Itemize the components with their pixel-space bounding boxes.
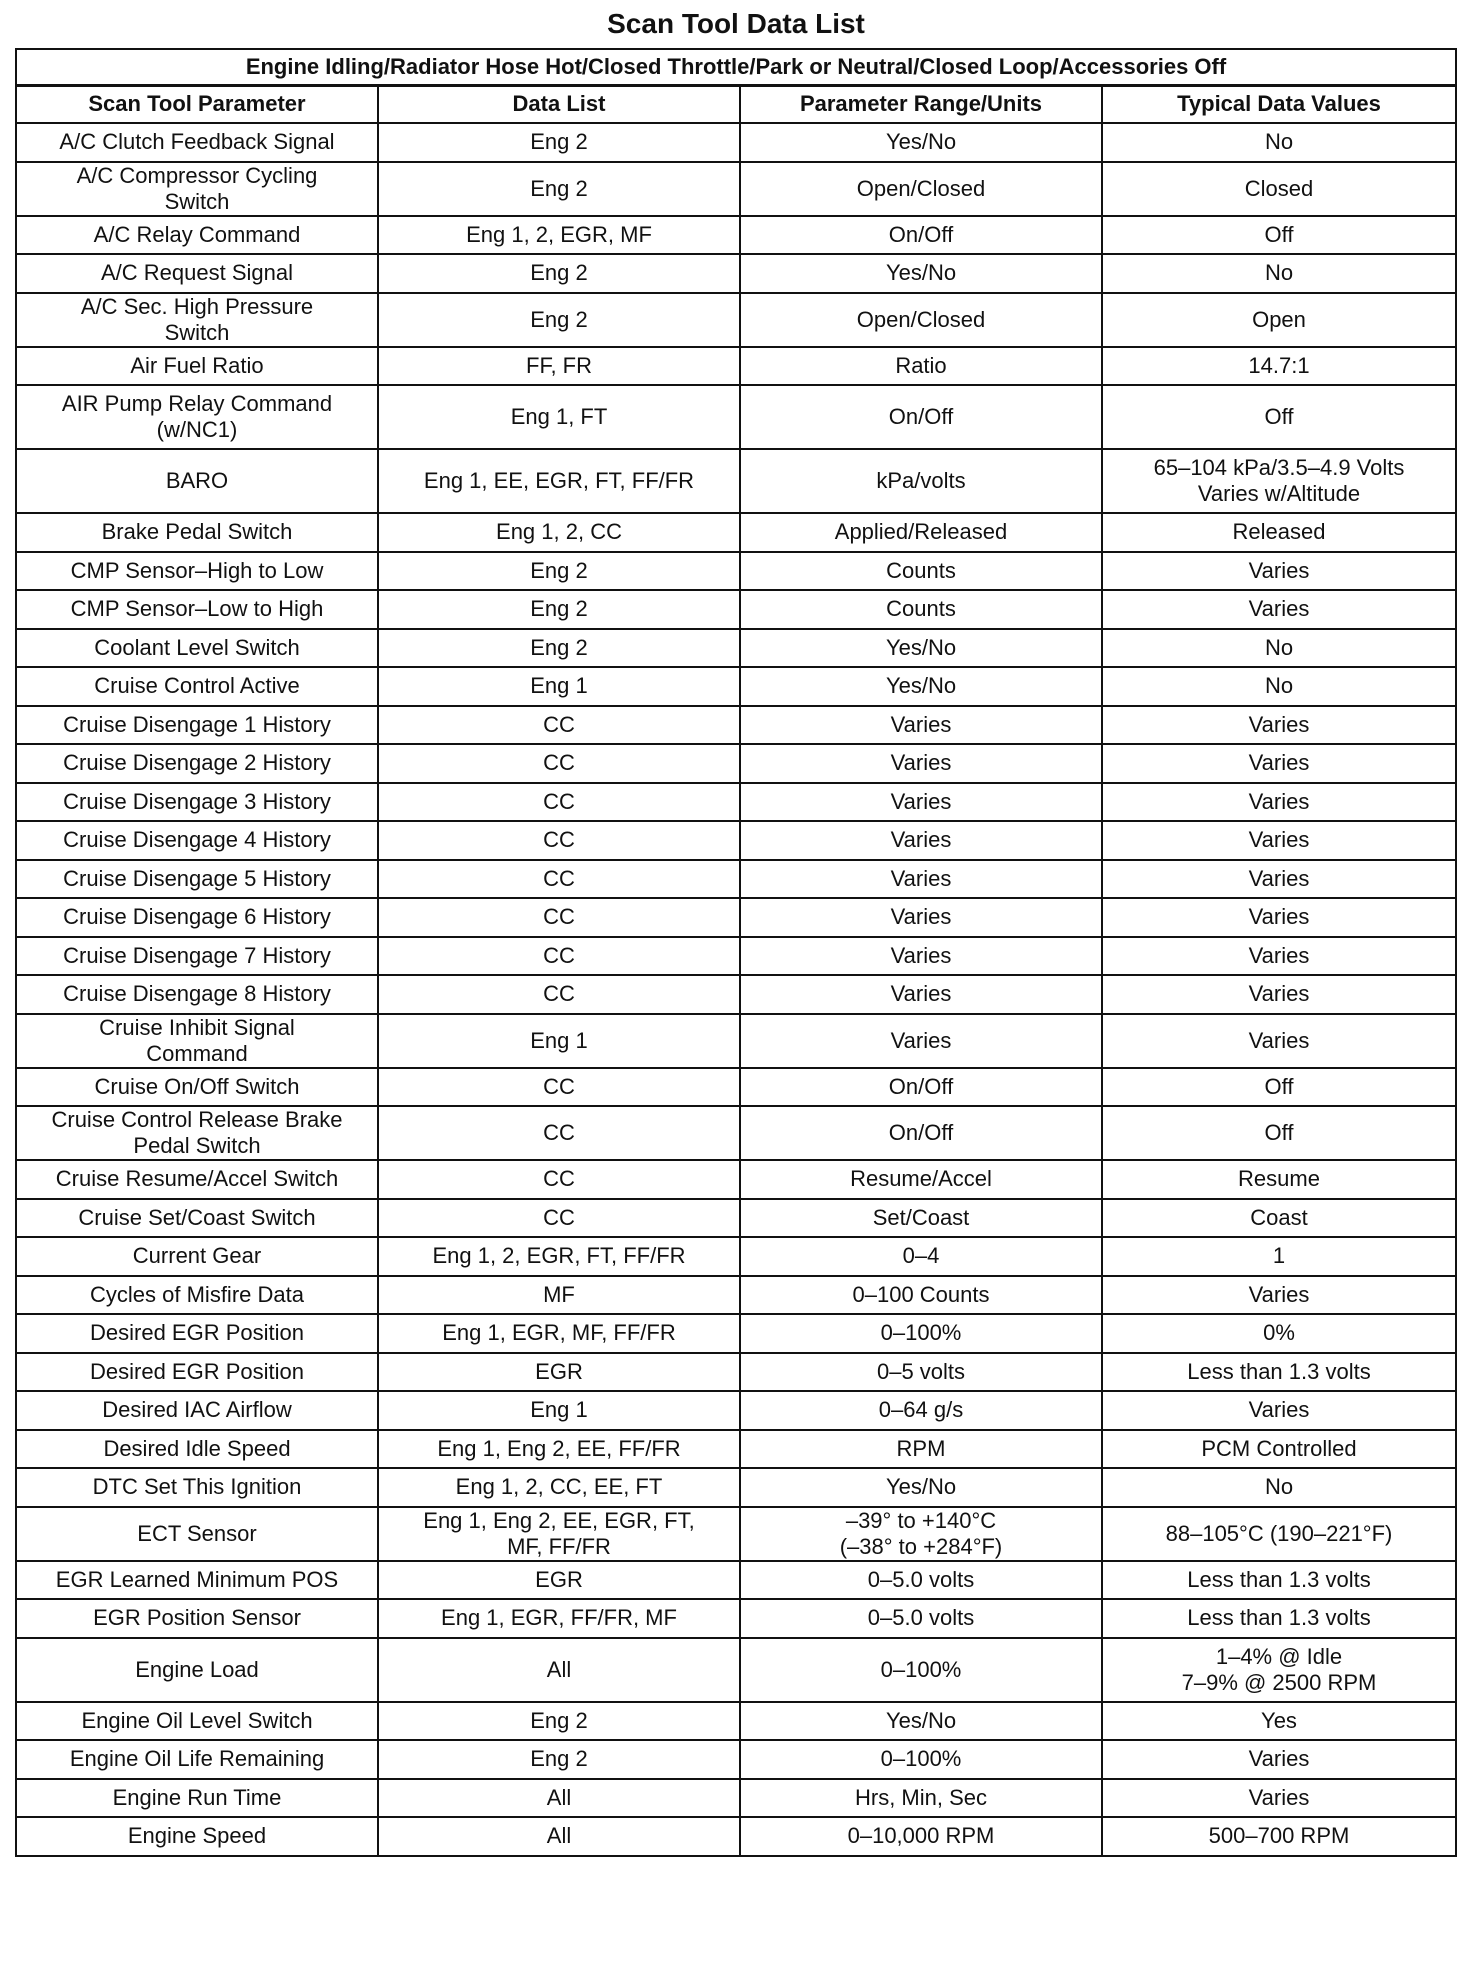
parameter-cell: Cruise Disengage 5 History (16, 860, 378, 899)
typical-value-cell: Off (1102, 385, 1456, 449)
data-list-cell: FF, FR (378, 347, 740, 386)
typical-value-cell: 14.7:1 (1102, 347, 1456, 386)
typical-value-cell: 1 (1102, 1237, 1456, 1276)
table-row (16, 667, 1456, 706)
typical-value-cell: Off (1102, 216, 1456, 255)
range-cell: Hrs, Min, Sec (740, 1779, 1102, 1818)
table-row (16, 1702, 1456, 1741)
table-row (16, 937, 1456, 976)
typical-value-cell: Varies (1102, 590, 1456, 629)
header-parameter-range-units: Parameter Range/Units (740, 85, 1102, 123)
range-cell: kPa/volts (740, 449, 1102, 513)
data-list-cell: Eng 1 (378, 1014, 740, 1068)
typical-value-cell: Released (1102, 513, 1456, 552)
table-row (16, 1779, 1456, 1818)
parameter-cell: Cruise Disengage 2 History (16, 744, 378, 783)
range-cell: 0–64 g/s (740, 1391, 1102, 1430)
typical-value-cell: 0% (1102, 1314, 1456, 1353)
range-cell: Varies (740, 821, 1102, 860)
typical-value-cell: Less than 1.3 volts (1102, 1561, 1456, 1600)
table-row (16, 1638, 1456, 1702)
parameter-cell: A/C Relay Command (16, 216, 378, 255)
typical-value-cell: Varies (1102, 1779, 1456, 1818)
range-cell: Counts (740, 552, 1102, 591)
data-list-cell: CC (378, 783, 740, 822)
data-list-cell: EGR (378, 1353, 740, 1392)
range-cell: –39° to +140°C (–38° to +284°F) (740, 1507, 1102, 1561)
range-cell: On/Off (740, 1106, 1102, 1160)
table-row (16, 162, 1456, 216)
typical-value-cell: Varies (1102, 1391, 1456, 1430)
table-row (16, 216, 1456, 255)
parameter-cell: Engine Speed (16, 1817, 378, 1856)
data-list-cell: Eng 1, EE, EGR, FT, FF/FR (378, 449, 740, 513)
range-cell: Open/Closed (740, 293, 1102, 347)
range-cell: Yes/No (740, 629, 1102, 668)
parameter-cell: A/C Compressor Cycling Switch (16, 162, 378, 216)
parameter-cell: Engine Load (16, 1638, 378, 1702)
data-list-cell: Eng 2 (378, 1740, 740, 1779)
typical-value-cell: Open (1102, 293, 1456, 347)
typical-value-cell: Off (1102, 1106, 1456, 1160)
header-typical-data-values: Typical Data Values (1102, 85, 1456, 123)
table-row (16, 293, 1456, 347)
table-row (16, 254, 1456, 293)
typical-value-cell: No (1102, 629, 1456, 668)
range-cell: Yes/No (740, 1702, 1102, 1741)
typical-value-cell: Yes (1102, 1702, 1456, 1741)
range-cell: Set/Coast (740, 1199, 1102, 1238)
table-row (16, 1276, 1456, 1315)
typical-value-cell: Varies (1102, 860, 1456, 899)
data-list-cell: Eng 1, FT (378, 385, 740, 449)
data-list-cell: Eng 2 (378, 629, 740, 668)
parameter-cell: EGR Learned Minimum POS (16, 1561, 378, 1600)
parameter-cell: Cruise Disengage 4 History (16, 821, 378, 860)
range-cell: On/Off (740, 1068, 1102, 1107)
table-row (16, 744, 1456, 783)
table-row (16, 1014, 1456, 1068)
range-cell: Counts (740, 590, 1102, 629)
parameter-cell: BARO (16, 449, 378, 513)
parameter-cell: Engine Oil Level Switch (16, 1702, 378, 1741)
range-cell: Open/Closed (740, 162, 1102, 216)
parameter-cell: Cruise Control Active (16, 667, 378, 706)
table-row (16, 1507, 1456, 1561)
parameter-cell: CMP Sensor–High to Low (16, 552, 378, 591)
table-row (16, 1237, 1456, 1276)
data-list-cell: CC (378, 821, 740, 860)
parameter-cell: Cruise Inhibit Signal Command (16, 1014, 378, 1068)
data-list-cell: CC (378, 1106, 740, 1160)
parameter-cell: ECT Sensor (16, 1507, 378, 1561)
range-cell: On/Off (740, 216, 1102, 255)
range-cell: Varies (740, 744, 1102, 783)
typical-value-cell: 88–105°C (190–221°F) (1102, 1507, 1456, 1561)
parameter-cell: Air Fuel Ratio (16, 347, 378, 386)
table-row (16, 590, 1456, 629)
parameter-cell: Cruise Resume/Accel Switch (16, 1160, 378, 1199)
range-cell: Resume/Accel (740, 1160, 1102, 1199)
data-list-cell: Eng 2 (378, 123, 740, 162)
typical-value-cell: Closed (1102, 162, 1456, 216)
range-cell: 0–5 volts (740, 1353, 1102, 1392)
typical-value-cell: Varies (1102, 744, 1456, 783)
parameter-cell: Cruise Control Release Brake Pedal Switch (16, 1106, 378, 1160)
page-title: Scan Tool Data List (607, 8, 865, 39)
range-cell: Varies (740, 975, 1102, 1014)
typical-value-cell: PCM Controlled (1102, 1430, 1456, 1469)
parameter-cell: AIR Pump Relay Command (w/NC1) (16, 385, 378, 449)
typical-value-cell: Varies (1102, 975, 1456, 1014)
table-row (16, 513, 1456, 552)
typical-value-cell: No (1102, 667, 1456, 706)
table-row (16, 123, 1456, 162)
parameter-cell: Cruise Disengage 7 History (16, 937, 378, 976)
data-list-cell: CC (378, 860, 740, 899)
range-cell: 0–100% (740, 1740, 1102, 1779)
parameter-cell: Current Gear (16, 1237, 378, 1276)
table-row (16, 821, 1456, 860)
data-list-cell: Eng 1, 2, CC, EE, FT (378, 1468, 740, 1507)
scan-tool-data-table (15, 48, 1457, 1857)
table-row (16, 706, 1456, 745)
range-cell: On/Off (740, 385, 1102, 449)
table-row (16, 552, 1456, 591)
typical-value-cell: Varies (1102, 821, 1456, 860)
parameter-cell: Coolant Level Switch (16, 629, 378, 668)
range-cell: RPM (740, 1430, 1102, 1469)
table-row (16, 1599, 1456, 1638)
typical-value-cell: Off (1102, 1068, 1456, 1107)
table-row (16, 449, 1456, 513)
typical-value-cell: Less than 1.3 volts (1102, 1599, 1456, 1638)
data-list-cell: CC (378, 744, 740, 783)
data-list-cell: Eng 2 (378, 1702, 740, 1741)
data-list-cell: Eng 1, EGR, MF, FF/FR (378, 1314, 740, 1353)
data-list-cell: CC (378, 1160, 740, 1199)
parameter-cell: Engine Run Time (16, 1779, 378, 1818)
typical-value-cell: Varies (1102, 552, 1456, 591)
range-cell: 0–100% (740, 1638, 1102, 1702)
parameter-cell: Cruise Set/Coast Switch (16, 1199, 378, 1238)
parameter-cell: EGR Position Sensor (16, 1599, 378, 1638)
table-row (16, 860, 1456, 899)
table-row (16, 1430, 1456, 1469)
typical-value-cell: 500–700 RPM (1102, 1817, 1456, 1856)
parameter-cell: A/C Sec. High Pressure Switch (16, 293, 378, 347)
table-row (16, 1199, 1456, 1238)
table-row (16, 975, 1456, 1014)
range-cell: 0–100 Counts (740, 1276, 1102, 1315)
typical-value-cell: Varies (1102, 1014, 1456, 1068)
parameter-cell: Cruise Disengage 3 History (16, 783, 378, 822)
typical-value-cell: Varies (1102, 783, 1456, 822)
data-list-cell: CC (378, 1199, 740, 1238)
table-row (16, 1314, 1456, 1353)
data-list-cell: CC (378, 706, 740, 745)
table-row (16, 898, 1456, 937)
range-cell: Yes/No (740, 667, 1102, 706)
parameter-cell: Desired Idle Speed (16, 1430, 378, 1469)
range-cell: 0–5.0 volts (740, 1561, 1102, 1600)
parameter-cell: Cruise Disengage 6 History (16, 898, 378, 937)
header-data-list: Data List (378, 85, 740, 123)
range-cell: 0–100% (740, 1314, 1102, 1353)
table-body (16, 123, 1456, 1856)
range-cell: Varies (740, 706, 1102, 745)
data-list-cell: All (378, 1779, 740, 1818)
range-cell: Yes/No (740, 1468, 1102, 1507)
data-list-cell: Eng 1, 2, EGR, FT, FF/FR (378, 1237, 740, 1276)
table-row (16, 1561, 1456, 1600)
range-cell: Varies (740, 783, 1102, 822)
data-list-cell: Eng 2 (378, 162, 740, 216)
range-cell: Varies (740, 898, 1102, 937)
data-list-cell: Eng 1, 2, EGR, MF (378, 216, 740, 255)
typical-value-cell: Resume (1102, 1160, 1456, 1199)
typical-value-cell: No (1102, 1468, 1456, 1507)
data-list-cell: Eng 1 (378, 1391, 740, 1430)
range-cell: Ratio (740, 347, 1102, 386)
data-list-cell: All (378, 1817, 740, 1856)
table-row (16, 1160, 1456, 1199)
parameter-cell: DTC Set This Ignition (16, 1468, 378, 1507)
table-row (16, 629, 1456, 668)
data-list-cell: Eng 2 (378, 590, 740, 629)
data-list-cell: Eng 2 (378, 254, 740, 293)
parameter-cell: CMP Sensor–Low to High (16, 590, 378, 629)
table-row (16, 385, 1456, 449)
typical-value-cell: No (1102, 123, 1456, 162)
table-row (16, 1353, 1456, 1392)
table-row (16, 1068, 1456, 1107)
parameter-cell: Cruise On/Off Switch (16, 1068, 378, 1107)
header-scan-tool-parameter: Scan Tool Parameter (16, 85, 378, 123)
data-list-cell: Eng 1, EGR, FF/FR, MF (378, 1599, 740, 1638)
parameter-cell: Cycles of Misfire Data (16, 1276, 378, 1315)
parameter-cell: Engine Oil Life Remaining (16, 1740, 378, 1779)
table-row (16, 1106, 1456, 1160)
parameter-cell: Cruise Disengage 8 History (16, 975, 378, 1014)
data-list-cell: CC (378, 937, 740, 976)
table-row (16, 1468, 1456, 1507)
data-list-cell: Eng 2 (378, 293, 740, 347)
typical-value-cell: Less than 1.3 volts (1102, 1353, 1456, 1392)
table-row (16, 1817, 1456, 1856)
data-list-cell: All (378, 1638, 740, 1702)
data-list-cell: CC (378, 898, 740, 937)
typical-value-cell: Coast (1102, 1199, 1456, 1238)
range-cell: Yes/No (740, 123, 1102, 162)
typical-value-cell: No (1102, 254, 1456, 293)
table-row (16, 347, 1456, 386)
data-list-cell: Eng 1, Eng 2, EE, FF/FR (378, 1430, 740, 1469)
data-list-cell: MF (378, 1276, 740, 1315)
parameter-cell: Cruise Disengage 1 History (16, 706, 378, 745)
table-row (16, 1391, 1456, 1430)
range-cell: Varies (740, 937, 1102, 976)
typical-value-cell: Varies (1102, 706, 1456, 745)
range-cell: 0–5.0 volts (740, 1599, 1102, 1638)
range-cell: Varies (740, 1014, 1102, 1068)
range-cell: 0–10,000 RPM (740, 1817, 1102, 1856)
data-list-cell: Eng 1, 2, CC (378, 513, 740, 552)
data-list-cell: Eng 1 (378, 667, 740, 706)
parameter-cell: Desired EGR Position (16, 1353, 378, 1392)
parameter-cell: Desired IAC Airflow (16, 1391, 378, 1430)
parameter-cell: A/C Request Signal (16, 254, 378, 293)
parameter-cell: Brake Pedal Switch (16, 513, 378, 552)
typical-value-cell: Varies (1102, 1276, 1456, 1315)
range-cell: 0–4 (740, 1237, 1102, 1276)
range-cell: Yes/No (740, 254, 1102, 293)
typical-value-cell: 1–4% @ Idle 7–9% @ 2500 RPM (1102, 1638, 1456, 1702)
data-list-cell: EGR (378, 1561, 740, 1600)
typical-value-cell: 65–104 kPa/3.5–4.9 Volts Varies w/Altitude (1102, 449, 1456, 513)
table-row (16, 1740, 1456, 1779)
data-list-cell: Eng 1, Eng 2, EE, EGR, FT, MF, FF/FR (378, 1507, 740, 1561)
typical-value-cell: Varies (1102, 937, 1456, 976)
range-cell: Applied/Released (740, 513, 1102, 552)
data-list-cell: Eng 2 (378, 552, 740, 591)
parameter-cell: A/C Clutch Feedback Signal (16, 123, 378, 162)
parameter-cell: Desired EGR Position (16, 1314, 378, 1353)
conditions-banner: Engine Idling/Radiator Hose Hot/Closed Throttle/Park or Neutral/Closed Loop/Accessories Off (16, 49, 1456, 85)
typical-value-cell: Varies (1102, 898, 1456, 937)
data-list-cell: CC (378, 975, 740, 1014)
table-row (16, 783, 1456, 822)
data-list-cell: CC (378, 1068, 740, 1107)
range-cell: Varies (740, 860, 1102, 899)
typical-value-cell: Varies (1102, 1740, 1456, 1779)
